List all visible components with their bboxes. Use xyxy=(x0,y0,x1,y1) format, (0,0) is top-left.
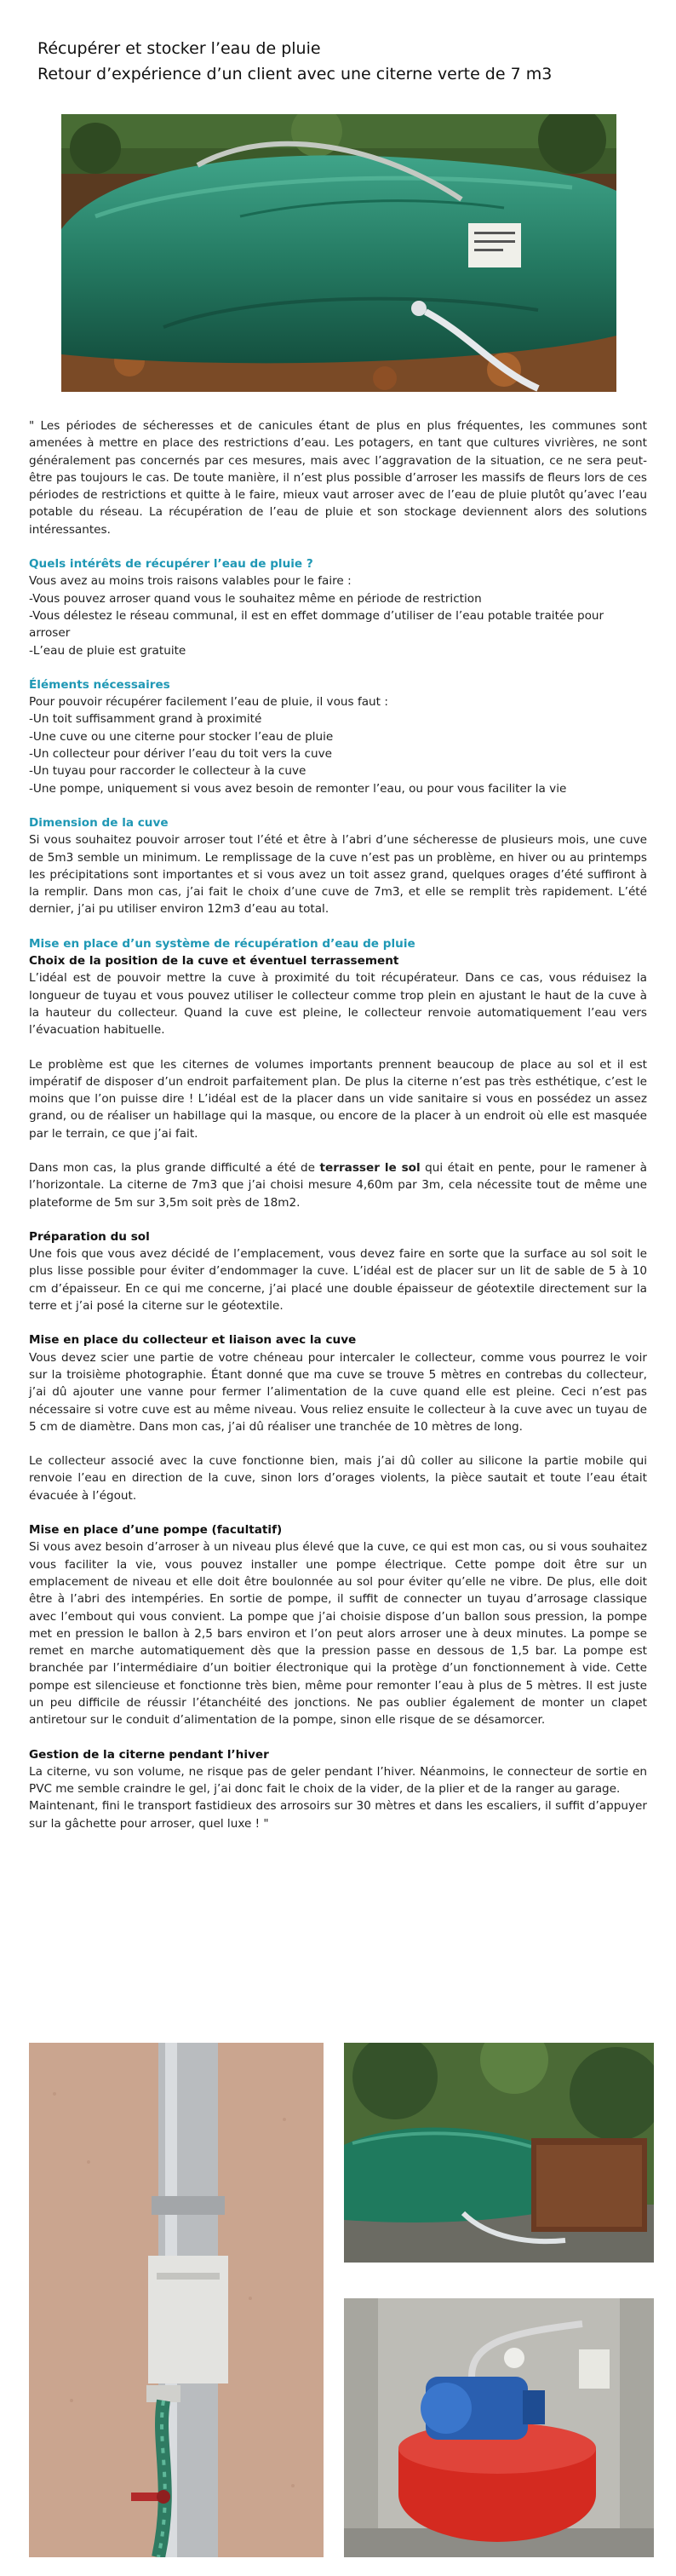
tank-in-garden-photo xyxy=(344,2043,654,2263)
subheading-choix: Choix de la position de la cuve et éventuel terrassement xyxy=(29,954,399,969)
choix-paragraph-1: L’idéal est de pouvoir mettre la cuve à proximité du toit récupérateur. Dans ce cas, vous réduisez la longueur de tuyau et vous pouvez utiliser le collecteur comme trop plein en ajustant le haut de la cuve à la hauteur du collecteur. Quand la cuve est pleine, le collecteur renvoie automatiquement l’eau vers l’évacuation habituelle. xyxy=(29,971,647,1038)
choix-paragraph-3 xyxy=(29,1159,647,1211)
intro-paragraph: " Les périodes de sécheresses et de canicules étant de plus en plus fréquentes, les communes sont amenées à mettre en place des restrictions d’eau. Les potagers, en tant que cultures vivrières, ne sont généralement pas concernés par ces mesures, mais avec l’aggravation de la situation, ce ne sera peut-être pas toujours le cas. De toute manière, il n’est plus possible d’arroser les massifs de fleurs lors de ces périodes de restrictions et quitte à le faire, mieux vaut arroser avec de l’eau de pluie plutôt qu’avec l’eau potable du réseau. La récupération de l’eau de pluie et son stockage deviennent alors des solutions intéressantes. xyxy=(29,419,647,537)
list-item: -Vous délestez le réseau communal, il est en effet dommage d’utiliser de l’eau potable traitée pour arroser xyxy=(29,608,604,641)
preparation-paragraph: Une fois que vous avez décidé de l’emplacement, vous devez faire en sorte que la surface au sol soit le plus lisse possible pour éviter d’endommager la cuve. L’idéal est de placer sur un lit de sable de 5 à 10 cm d’épaisseur. En ce qui me concerne, j’ai placé une double épaisseur de géotextile directement sur la terre et j’ai posé la citerne sur le géotextile. xyxy=(29,1247,647,1314)
list-item: -Vous pouvez arroser quand vous le souhaitez même en période de restriction xyxy=(29,591,482,606)
choix-p3-bold: terrasser le sol xyxy=(319,1160,421,1175)
list-item: -Un toit suffisamment grand à proximité xyxy=(29,712,262,727)
list-item: -Une cuve ou une citerne pour stocker l’eau de pluie xyxy=(29,729,334,744)
page-title: Récupérer et stocker l’eau de pluie xyxy=(37,39,321,58)
choix-p3-start: Dans mon cas, la plus grande difficulté a été de xyxy=(29,1160,320,1175)
title-block xyxy=(37,36,650,87)
tank-photo xyxy=(61,114,616,392)
article-body xyxy=(29,417,647,1832)
section-heading-elements: Éléments nécessaires xyxy=(29,677,170,692)
interets-lead: Vous avez au moins trois raisons valables pour le faire : xyxy=(29,574,352,589)
collecteur-paragraph-2: Le collecteur associé avec la cuve fonctionne bien, mais j’ai dû coller au silicone la partie mobile qui renvoie l’eau en direction de la cuve, sinon lors d’orages violents, la pièce sautait et toute l’eau était évacuée à l’égout. xyxy=(29,1454,647,1503)
dimension-paragraph: Si vous souhaitez pouvoir arroser tout l’été et être à l’abri d’une sécheresse de plusieurs mois, une cuve de 5m3 semble un minimum. Le remplissage de la cuve n’est pas un problème, en hiver ou au printemps les précipitations sont importantes et si vous avez un toit assez grand, quelques orages d’été suffiront à la remplir. Dans mon cas, j’ai fait le choix d’une cuve de 7m3, et elle se remplit très rapidement. L’été dernier, j’ai pu utiliser environ 12m3 d’eau au total. xyxy=(29,833,647,917)
list-item: -Un collecteur pour dériver l’eau du toit vers la cuve xyxy=(29,747,333,762)
list-item: -Une pompe, uniquement si vous avez besoin de remonter l’eau, ou pour vous faciliter la vie xyxy=(29,781,567,796)
subheading-pompe: Mise en place d’une pompe (facultatif) xyxy=(29,1523,283,1538)
subheading-collecteur: Mise en place du collecteur et liaison avec la cuve xyxy=(29,1333,357,1348)
pompe-paragraph: Si vous avez besoin d’arroser à un niveau plus élevé que la cuve, ce qui est mon cas, ou si vous souhaitez vous faciliter la vie, vous pouvez installer une pompe électrique. Cette pompe doit être sur un emplacement de niveau et elle doit être boulonnée au sol pour éviter qu’elle ne vibre. De plus, elle doit être à l’abri des intempéries. En sortie de pompe, il suffit de connecter un tuyau d’arrosage classique avec l’embout qui vous convient. La pompe que j’ai choisie dispose d’un ballon sous pression, la pompe met en pression le ballon à 2,5 bars environ et l’on peut alors arroser une à deux minutes. La pompe se remet en marche automatiquement dès que la pression passe en dessous de 1,5 bar. La pompe est branchée par l’intermédiaire d’un boitier électronique qui la protège d’un fonctionnement à vide. Cette pompe est silencieuse et fonctionne très bien, même pour remonter l’eau à plus de 5 mètres. Il est juste un peu difficile de réussir l’étanchéité des jonctions. Ne pas oublier également de monter un clapet antiretour sur le conduit d’alimentation de la pompe, sinon elle risque de se désamorcer. xyxy=(29,1540,647,1728)
collector-photo xyxy=(29,2043,324,2557)
list-item: -L’eau de pluie est gratuite xyxy=(29,643,186,658)
hiver-paragraph-2: Maintenant, fini le transport fastidieux des arrosoirs sur 30 mètres et dans les escaliers, il suffit d’appuyer sur la gâchette pour arroser, quel luxe ! " xyxy=(29,1799,647,1831)
section-heading-mise-en-place: Mise en place d’un système de récupération d’eau de pluie xyxy=(29,936,415,951)
section-heading-dimension: Dimension de la cuve xyxy=(29,815,169,830)
section-heading-interets: Quels intérêts de récupérer l’eau de pluie ? xyxy=(29,557,313,572)
elements-lead: Pour pouvoir récupérer facilement l’eau de pluie, il vous faut : xyxy=(29,695,388,710)
page-subtitle: Retour d’expérience d’un client avec une citerne verte de 7 m3 xyxy=(37,65,553,83)
list-item: -Un tuyau pour raccorder le collecteur à la cuve xyxy=(29,764,306,779)
hiver-paragraph-1: La citerne, vu son volume, ne risque pas de geler pendant l’hiver. Néanmoins, le connecteur de sortie en PVC me semble craindre le gel, j’ai donc fait le choix de la vider, de la plier et de la ranger au garage. xyxy=(29,1764,647,1797)
choix-p3-end: qui était en pente, pour le ramener à l’horizontale. La citerne de 7m3 que j’ai choisi mesure 4,60m par 3m, cela nécessite tout de même une plateforme de 5m sur 3,5m soit près de 18m2. xyxy=(29,1160,647,1210)
collecteur-paragraph-1: Vous devez scier une partie de votre chéneau pour intercaler le collecteur, comme vous pourrez le voir sur la troisième photographie. Étant donné que ma cuve se trouve 5 mètres en contrebas du collecteur, j’ai dû ajouter une vanne pour fermer l’alimentation de la cuve quand elle est pleine. Ceci n’est pas nécessaire si votre cuve est au même niveau. Vous reliez ensuite le collecteur à la cuve avec un tuyau de 5 cm de diamètre. Dans mon cas, j’ai dû réaliser une tranchée de 10 mètres de long. xyxy=(29,1350,647,1434)
subheading-preparation: Préparation du sol xyxy=(29,1229,150,1244)
subheading-hiver: Gestion de la citerne pendant l’hiver xyxy=(29,1747,269,1762)
choix-paragraph-2: Le problème est que les citernes de volumes importants prennent beaucoup de place au sol et il est impératif de disposer d’un endroit parfaitement plan. De plus la citerne n’est pas très esthétique, c’est le moins que l’on puisse dire ! L’idéal est de la placer dans un vide sanitaire si vous en possédez un assez grand, ou de réaliser un habillage qui la masque, ou encore de la placer à un endroit où elle est masquée par le terrain, ce que j’ai fait. xyxy=(29,1057,647,1141)
pump-photo xyxy=(344,2298,654,2557)
